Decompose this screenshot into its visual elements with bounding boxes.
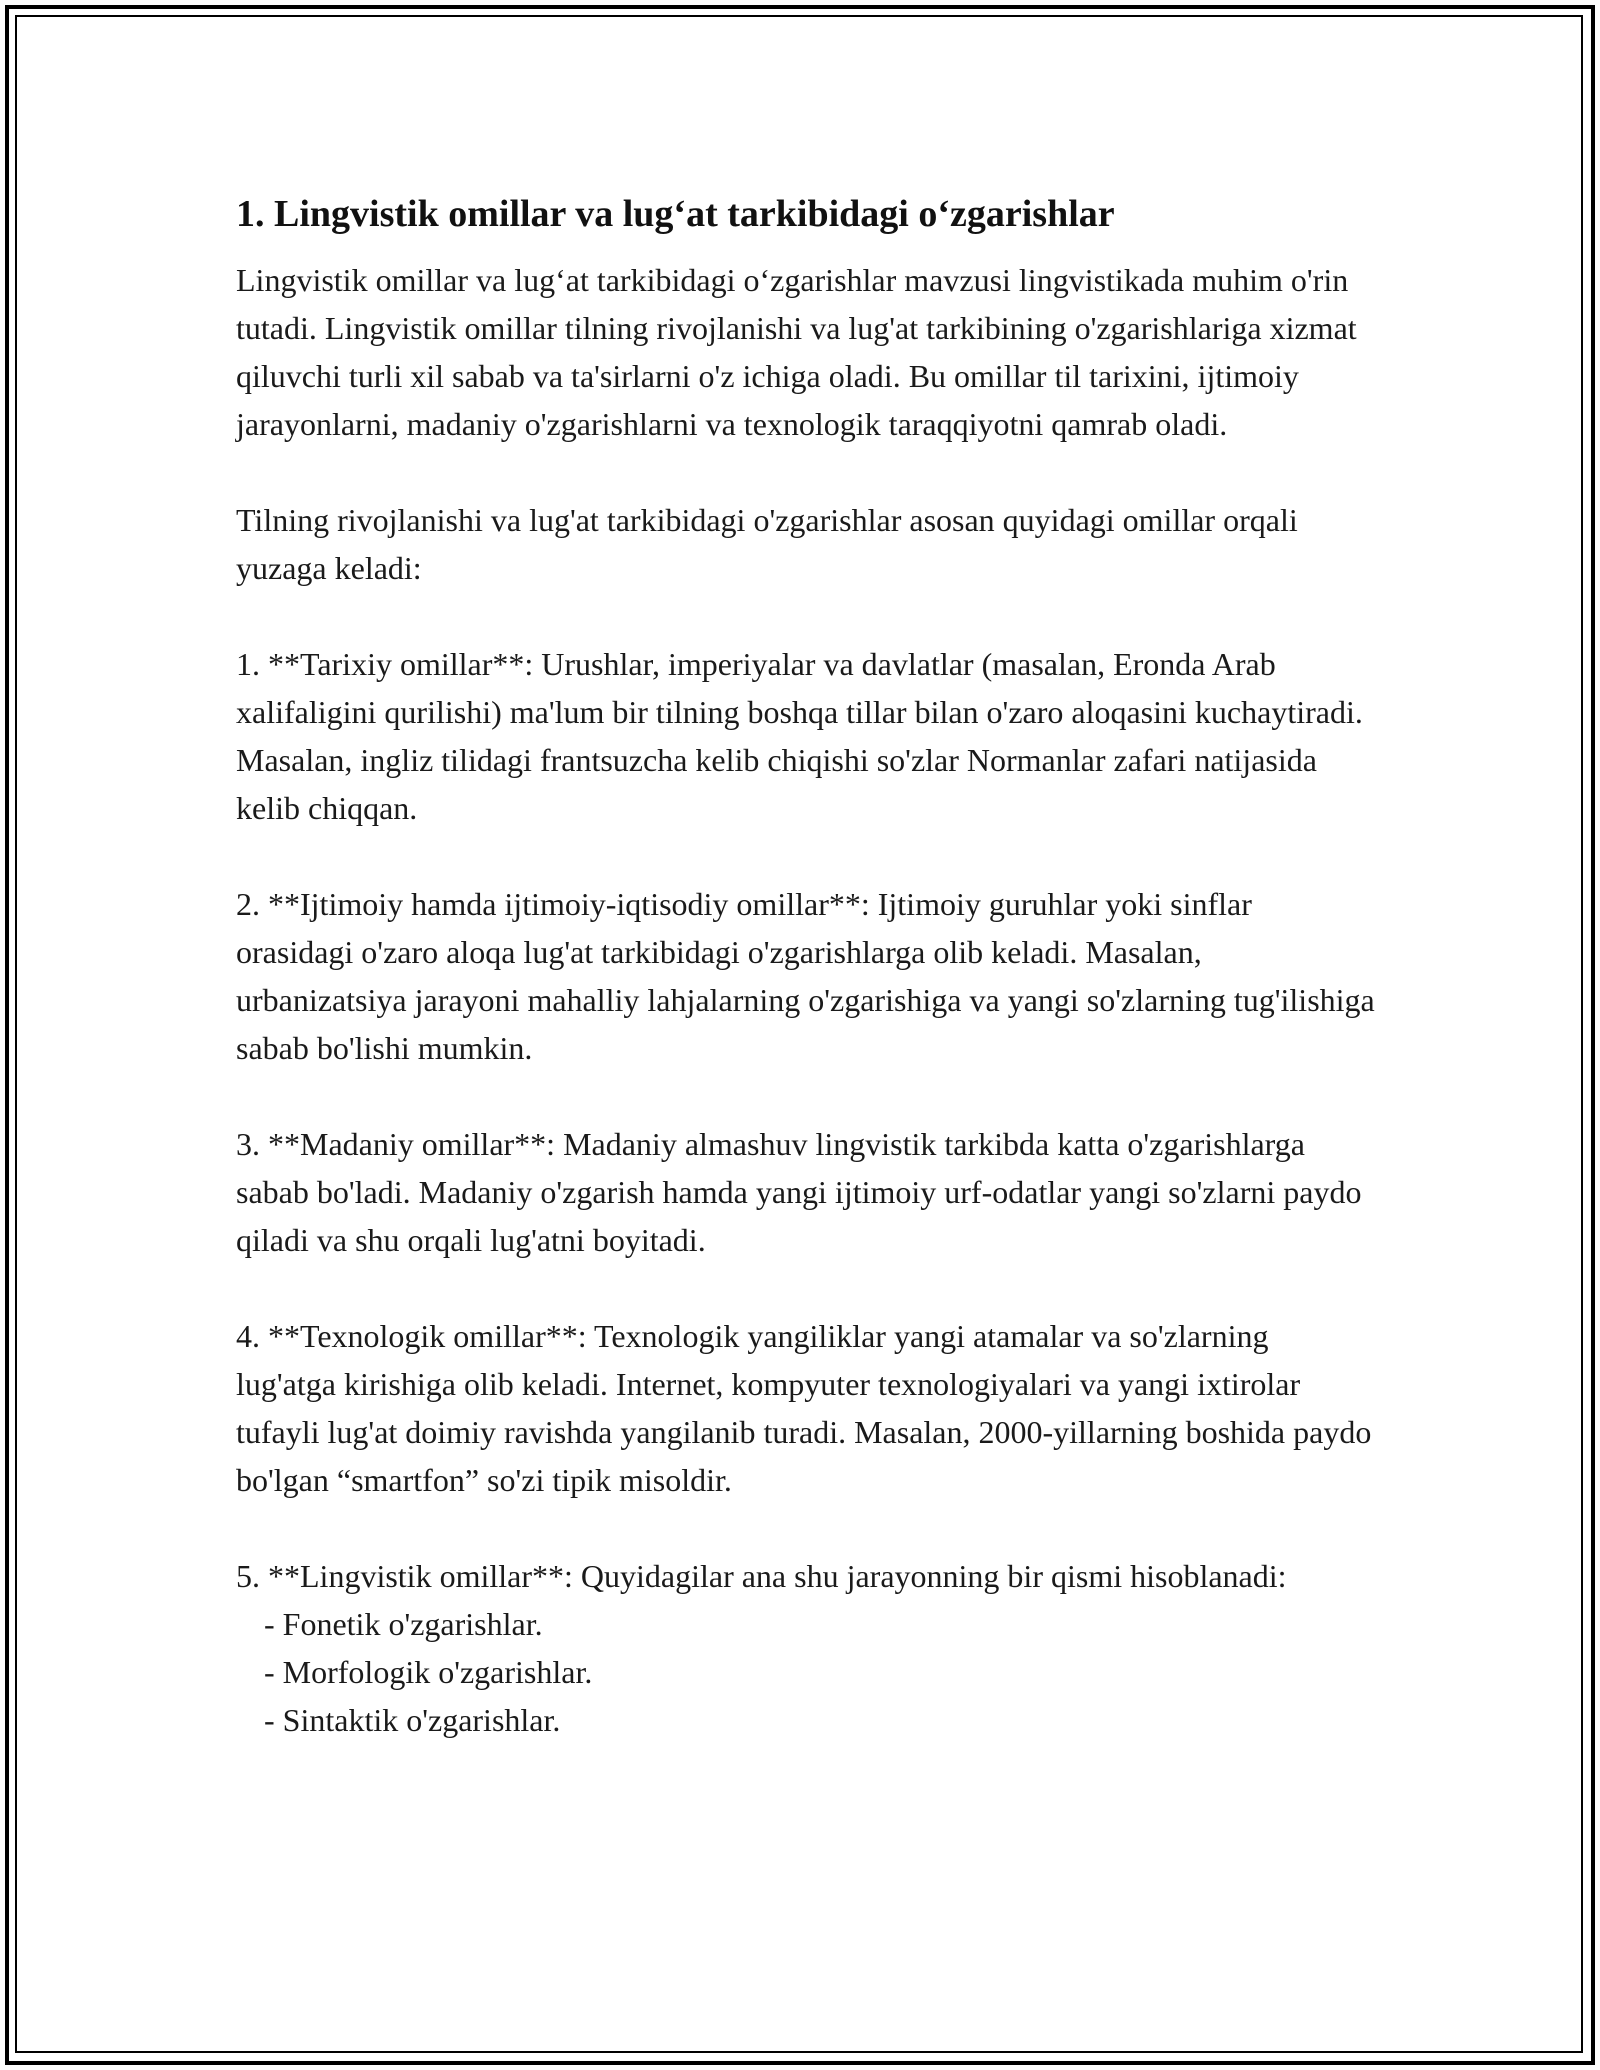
list-item-cultural: 3. **Madaniy omillar**: Madaniy almashuv lingvistik tarkibda katta o'zgarishlarga sabab bo'ladi. Madaniy o'zgarish hamda yangi ijtimoiy urf-odatlar yangi so'zlarni paydo qiladi va shu orqali lug'atni boyitadi. bbox=[236, 1126, 1362, 1258]
sub-item-syntactic: - Sintaktik o'zgarishlar. bbox=[264, 1702, 561, 1738]
intro-paragraph: Lingvistik omillar va lug‘at tarkibidagi o‘zgarishlar mavzusi lingvistikada muhim o'rin tutadi. Lingvistik omillar tilning rivojlanishi va lug'at tarkibining o'zgarishlariga xizmat qiluvchi turli xil sabab va ta'sirlarni o'z ichiga oladi. Bu omillar til tarixini, ijtimoiy jarayonlarni, madaniy o'zgarishlarni va texnologik taraqqiyotni qamrab oladi. bbox=[236, 262, 1357, 442]
sub-item-phonetic: - Fonetik o'zgarishlar. bbox=[264, 1606, 543, 1642]
list-item-historical: 1. **Tarixiy omillar**: Urushlar, imperiyalar va davlatlar (masalan, Eronda Arab xalifaligini qurilishi) ma'lum bir tilning boshqa tillar bilan o'zaro aloqasini kuchaytiradi. Masalan, ingliz tilidagi frantsuzcha kelib chiqishi so'zlar Normanlar zafari natijasida kelib chiqqan. bbox=[236, 646, 1363, 826]
list-item-linguistic: 5. **Lingvistik omillar**: Quyidagilar ana shu jarayonning bir qismi hisoblanadi: bbox=[236, 1558, 1287, 1594]
document-title: 1. Lingvistik omillar va lug‘at tarkibidagi o‘zgarishlar bbox=[236, 193, 1115, 235]
lead-paragraph: Tilning rivojlanishi va lug'at tarkibidagi o'zgarishlar asosan quyidagi omillar orqali yuzaga keladi: bbox=[236, 502, 1298, 586]
list-item-social: 2. **Ijtimoiy hamda ijtimoiy-iqtisodiy omillar**: Ijtimoiy guruhlar yoki sinflar orasidagi o'zaro aloqa lug'at tarkibidagi o'zgarishlarga olib keladi. Masalan, urbanizatsiya jarayoni mahalliy lahjalarning o'zgarishiga va yangi so'zlarning tug'ilishiga sabab bo'lishi mumkin. bbox=[236, 886, 1375, 1066]
sub-item-morphological: - Morfologik o'zgarishlar. bbox=[264, 1654, 593, 1690]
list-item-technological: 4. **Texnologik omillar**: Texnologik yangiliklar yangi atamalar va so'zlarning lug'atga kirishiga olib keladi. Internet, kompyuter texnologiyalari va yangi ixtirolar tufayli lug'at doimiy ravishda yangilanib turadi. Masalan, 2000-yillarning boshida paydo bo'lgan “smartfon” so'zi tipik misoldir. bbox=[236, 1318, 1372, 1498]
document-body bbox=[236, 186, 1376, 1744]
